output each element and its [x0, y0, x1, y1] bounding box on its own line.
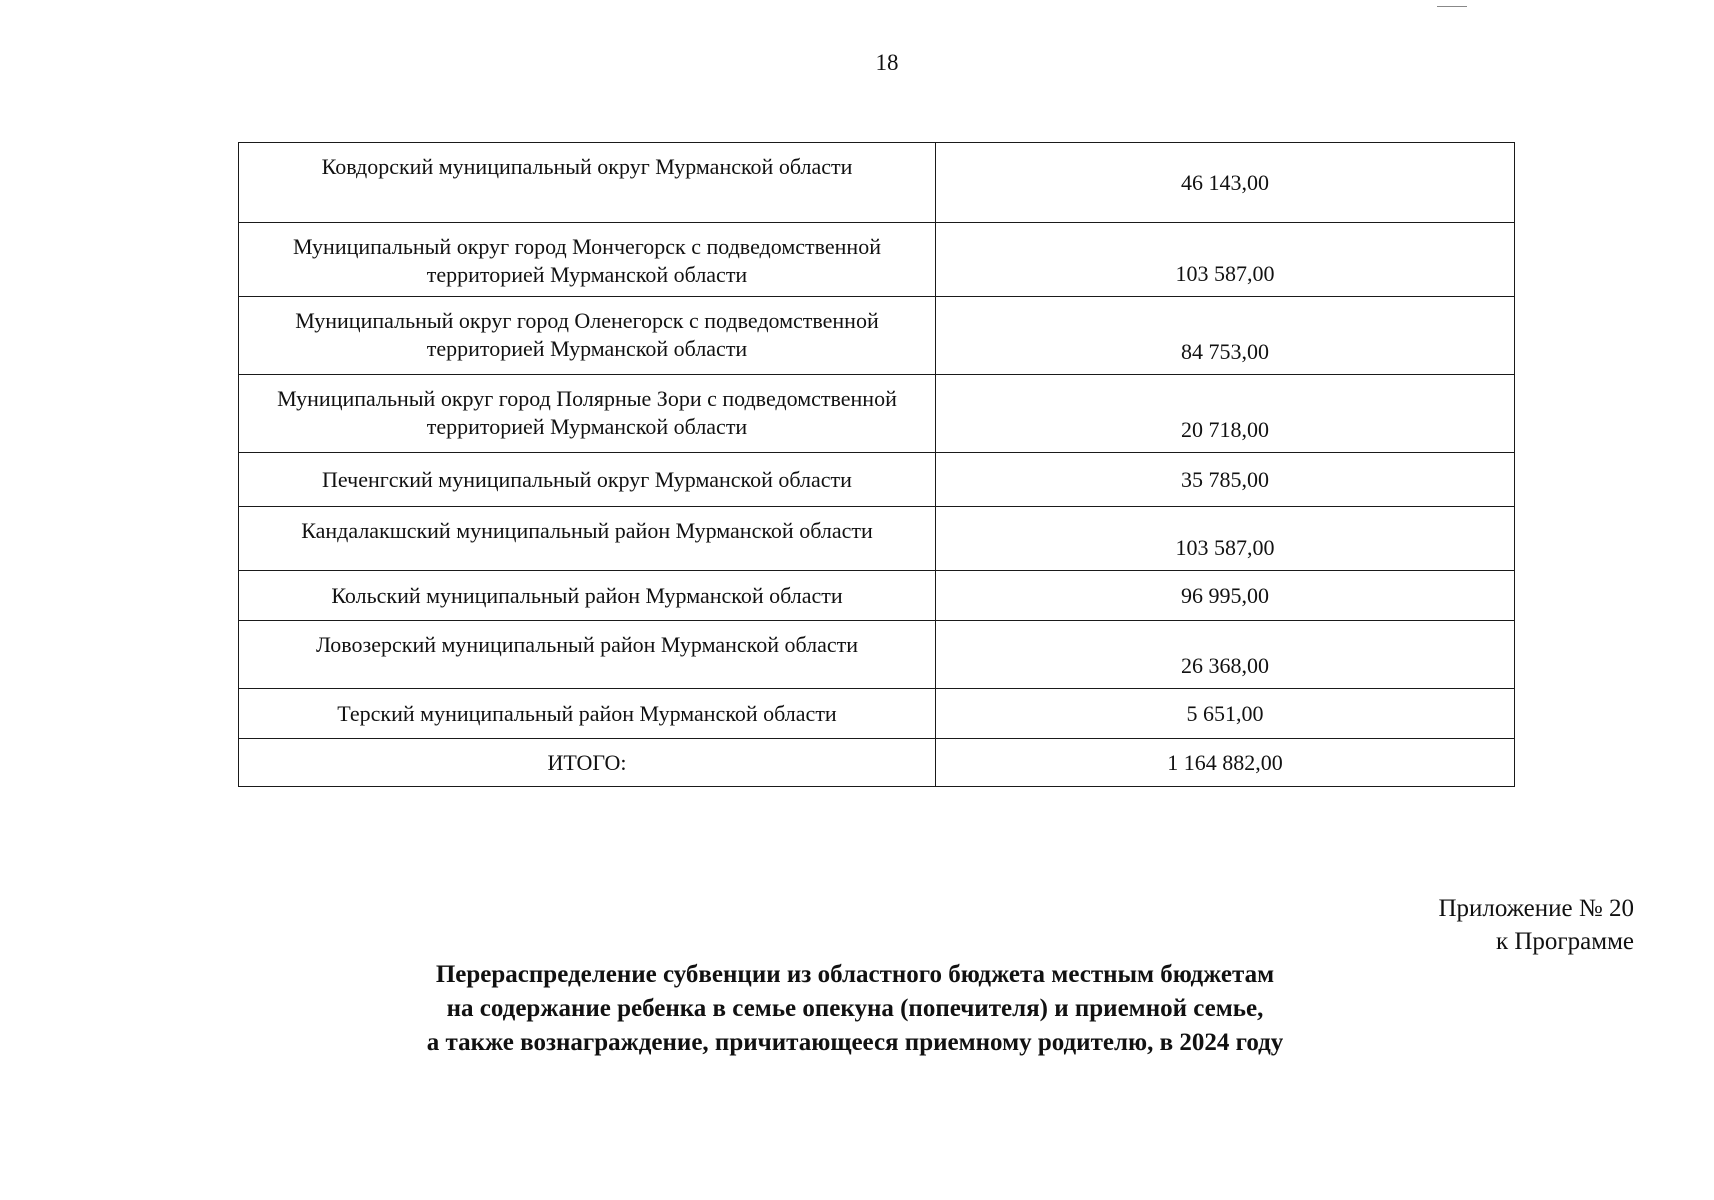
- appendix-number: Приложение № 20: [1438, 895, 1634, 922]
- document-title: [300, 958, 1410, 1060]
- municipality-name: Муниципальный округ город Полярные Зори с подведомственной территорией Мурманской области: [239, 375, 936, 453]
- table-row: [239, 223, 1515, 297]
- subsidy-amount: 5 651,00: [936, 689, 1515, 739]
- table-row: [239, 375, 1515, 453]
- table-row: [239, 571, 1515, 621]
- page-number: 18: [875, 50, 899, 75]
- table-row: [239, 689, 1515, 739]
- municipality-name: Муниципальный округ город Оленегорск с подведомственной территорией Мурманской области: [239, 297, 936, 375]
- municipality-name: Ковдорский муниципальный округ Мурманской области: [239, 143, 936, 223]
- table-row: [239, 507, 1515, 571]
- table-row: [239, 143, 1515, 223]
- table-total-row: [239, 739, 1515, 787]
- subsidy-amount: 103 587,00: [936, 223, 1515, 297]
- subsidy-amount: 20 718,00: [936, 375, 1515, 453]
- table-row: [239, 453, 1515, 507]
- municipality-name: Терский муниципальный район Мурманской области: [239, 689, 936, 739]
- appendix-reference: [1438, 892, 1634, 958]
- table-row: [239, 297, 1515, 375]
- subsidy-amount: 46 143,00: [936, 143, 1515, 223]
- subsidy-amount: 26 368,00: [936, 621, 1515, 689]
- municipality-name: Печенгский муниципальный округ Мурманской области: [239, 453, 936, 507]
- municipality-name: Кандалакшский муниципальный район Мурманской области: [239, 507, 936, 571]
- subsidy-amount: 35 785,00: [936, 453, 1515, 507]
- municipality-name: Ловозерский муниципальный район Мурманской области: [239, 621, 936, 689]
- municipality-name: Кольский муниципальный район Мурманской области: [239, 571, 936, 621]
- subsidy-amount: 84 753,00: [936, 297, 1515, 375]
- total-amount: 1 164 882,00: [936, 739, 1515, 787]
- title-line: на содержание ребенка в семье опекуна (попечителя) и приемной семье,: [446, 995, 1264, 1022]
- scan-artifact-line: [1437, 6, 1467, 7]
- title-line: Перераспределение субвенции из областного бюджета местным бюджетам: [435, 961, 1275, 988]
- table-row: [239, 621, 1515, 689]
- appendix-program: к Программе: [1495, 928, 1634, 955]
- subsidy-amount: 103 587,00: [936, 507, 1515, 571]
- subsidy-amount: 96 995,00: [936, 571, 1515, 621]
- municipality-name: Муниципальный округ город Мончегорск с подведомственной территорией Мурманской области: [239, 223, 936, 297]
- title-line: а также вознаграждение, причитающееся приемному родителю, в 2024 году: [426, 1029, 1284, 1056]
- subsidy-table: [238, 142, 1515, 787]
- total-label: ИТОГО:: [239, 739, 936, 787]
